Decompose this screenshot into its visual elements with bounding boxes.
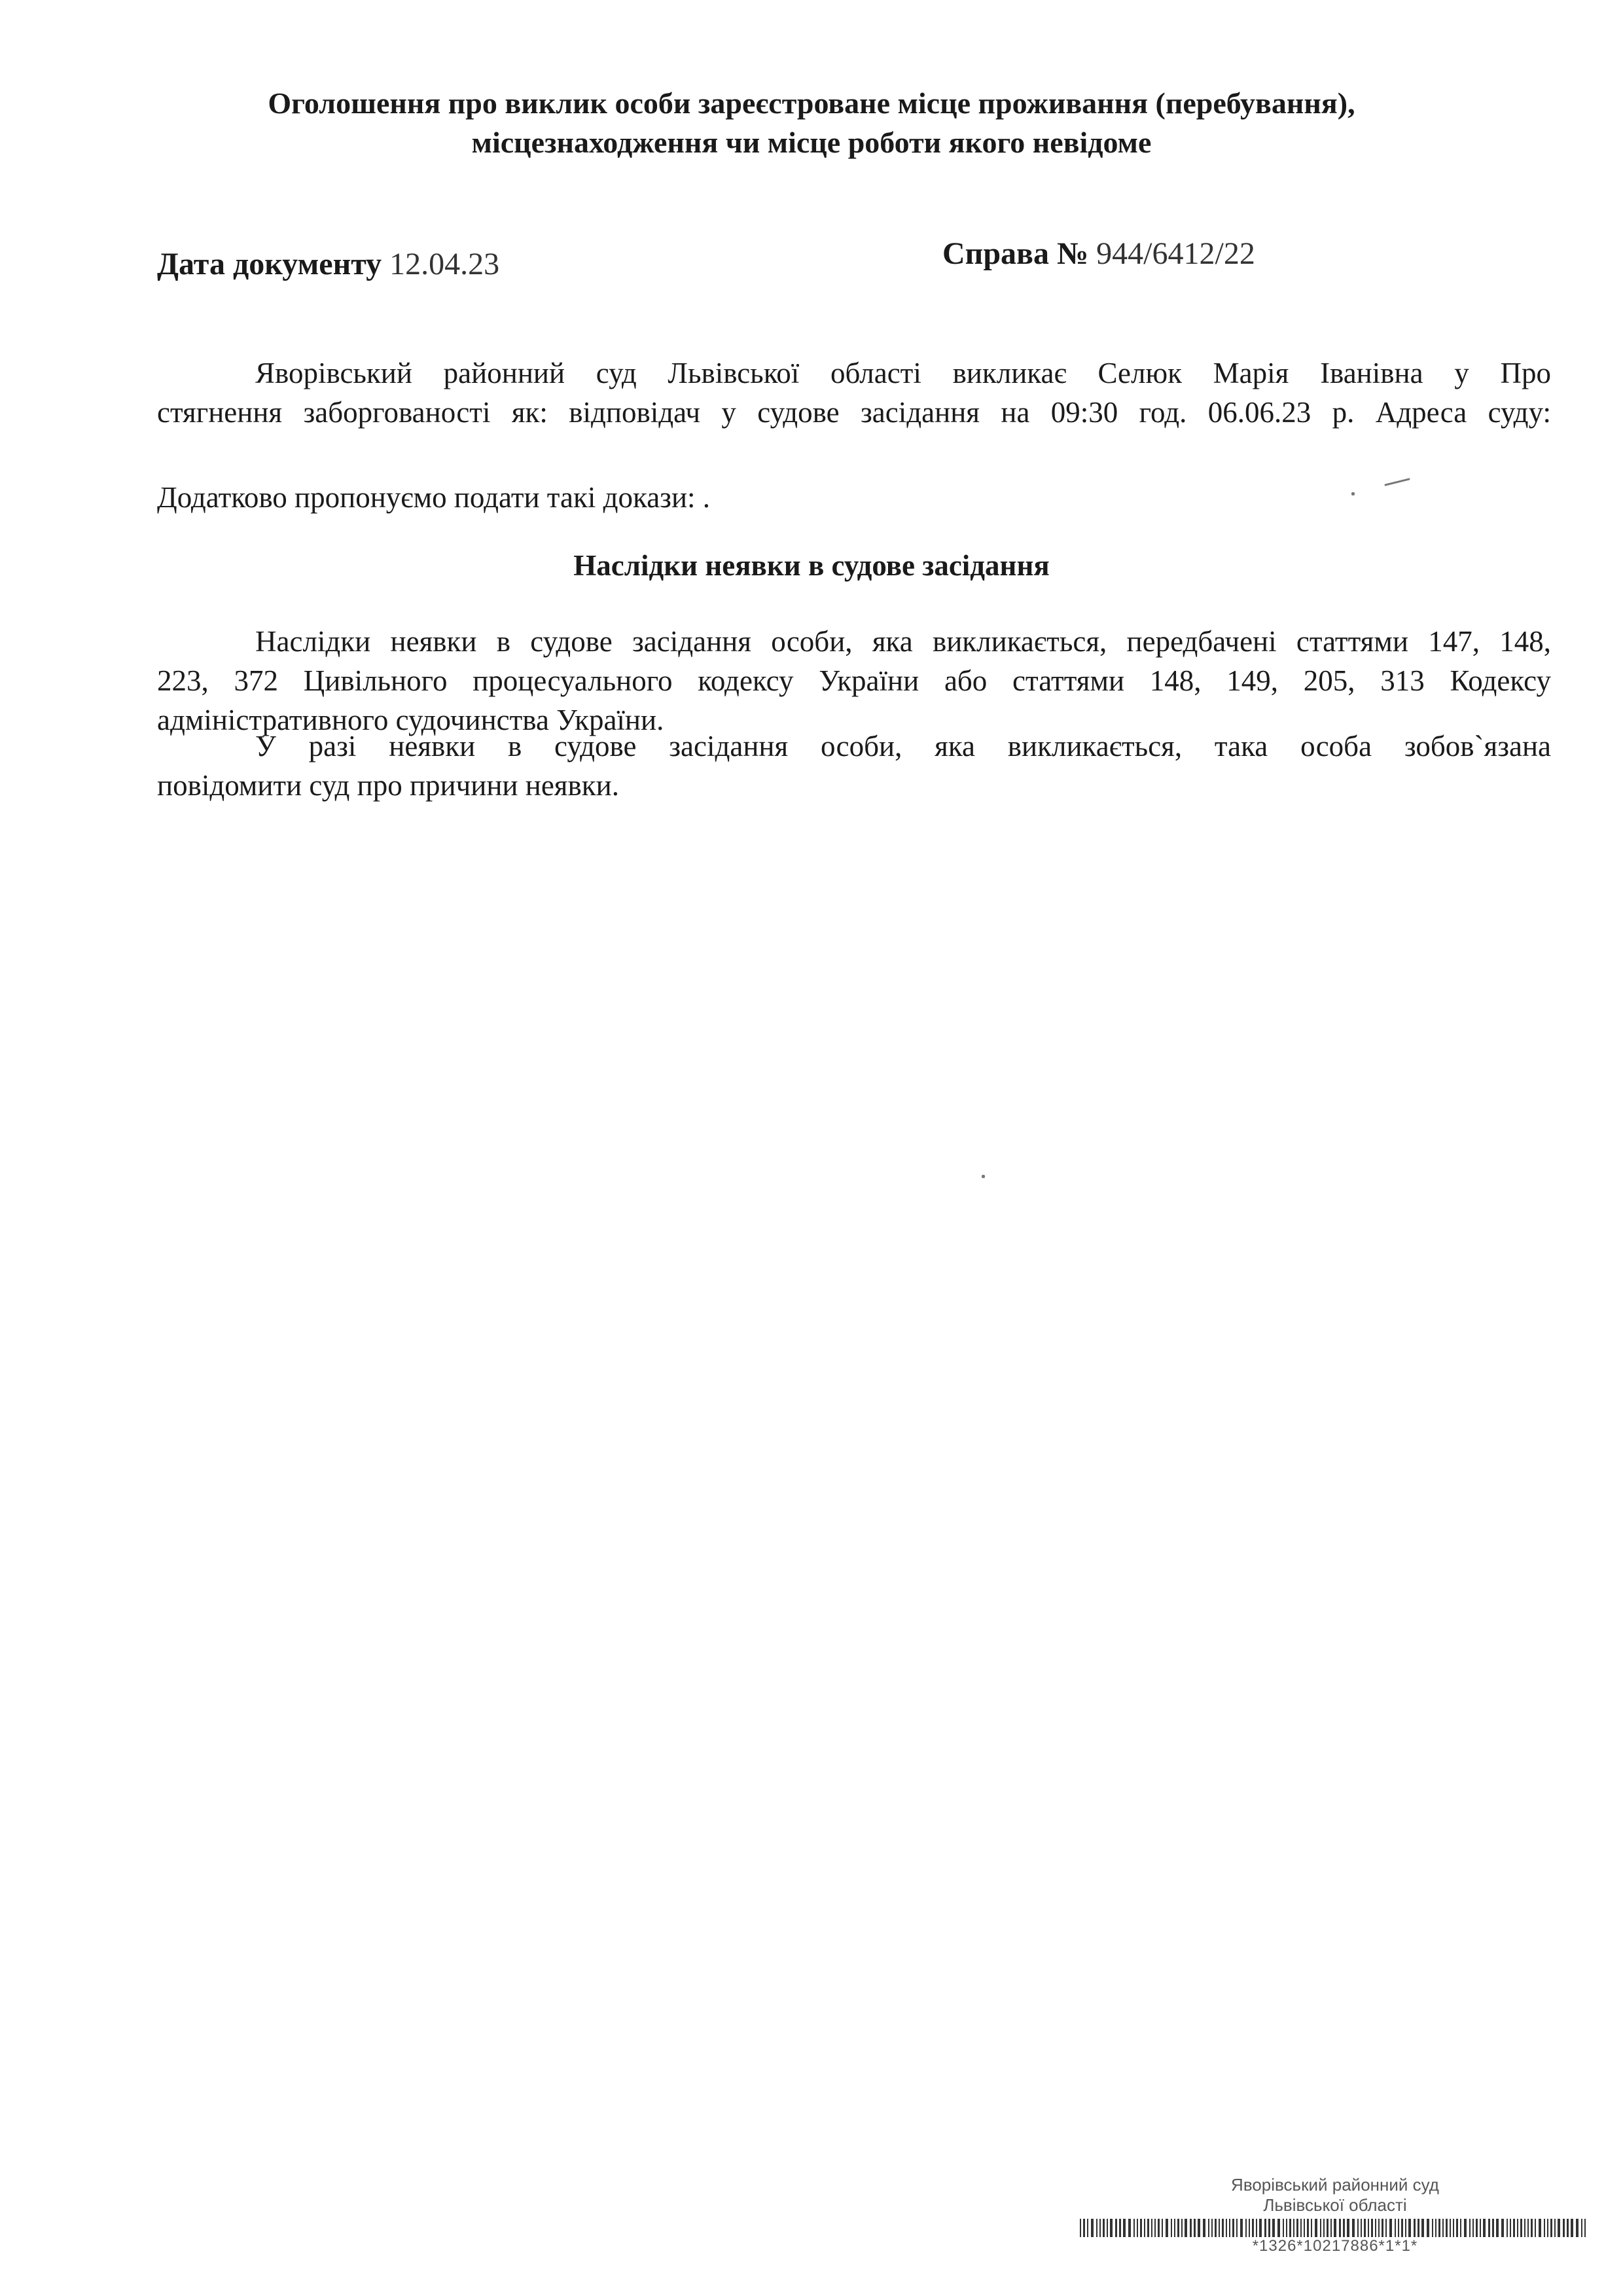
stamp-region: Львівської області	[1263, 2195, 1407, 2215]
barcode-icon	[1080, 2219, 1590, 2237]
consequences-heading: Наслідки неявки в судове засідання	[573, 549, 1050, 582]
summons-line-2: стягнення заборгованості як: відповідач у судове засідання на 09:30 год. 06.06.23 р. Адреса суду:	[157, 396, 1551, 429]
consequences-line-1: Наслідки неявки в судове засідання особи, яка викликається, передбачені статтями 147, 148,	[255, 625, 1551, 658]
case-number	[942, 234, 1255, 274]
page-title-line-2: місцезнаходження чи місце роботи якого невідоме	[471, 126, 1152, 159]
summons-paragraph	[157, 353, 1551, 432]
case-number-value: 944/6412/22	[1096, 236, 1255, 271]
consequences-paragraph	[157, 622, 1551, 740]
stamp-barcode-code: *1326*10217886*1*1*	[1252, 2237, 1418, 2255]
stamp-court-name: Яворівський районний суд	[1231, 2175, 1439, 2195]
page-title-line-1: Оголошення про виклик особи зареєстроване місце проживання (перебування),	[268, 86, 1355, 120]
consequences-line-3: адміністративного судочинства України.	[157, 704, 664, 736]
summons-line-1: Яворівський районний суд Львівської області викликає Селюк Марія Іванівна у Про	[255, 357, 1551, 389]
document-date-label: Дата документу	[157, 247, 382, 281]
evidence-text: Додатково пропонуємо подати такі докази: .	[157, 481, 711, 514]
scan-dot	[982, 1175, 985, 1178]
document-date-value: 12.04.23	[389, 247, 500, 281]
obligation-line-2: повідомити суд про причини неявки.	[157, 769, 619, 802]
consequences-line-2: 223, 372 Цивільного процесуального кодексу України або статтями 148, 149, 205, 313 Кодексу	[157, 664, 1551, 697]
obligation-line-1: У разі неявки в судове засідання особи, яка викликається, така особа зобов`язана	[255, 730, 1551, 762]
case-number-label: Справа №	[942, 236, 1089, 271]
evidence-paragraph	[157, 478, 1551, 517]
page-title	[183, 84, 1440, 162]
obligation-paragraph	[157, 726, 1551, 805]
document-date	[157, 245, 499, 284]
court-stamp	[1073, 2174, 1597, 2255]
